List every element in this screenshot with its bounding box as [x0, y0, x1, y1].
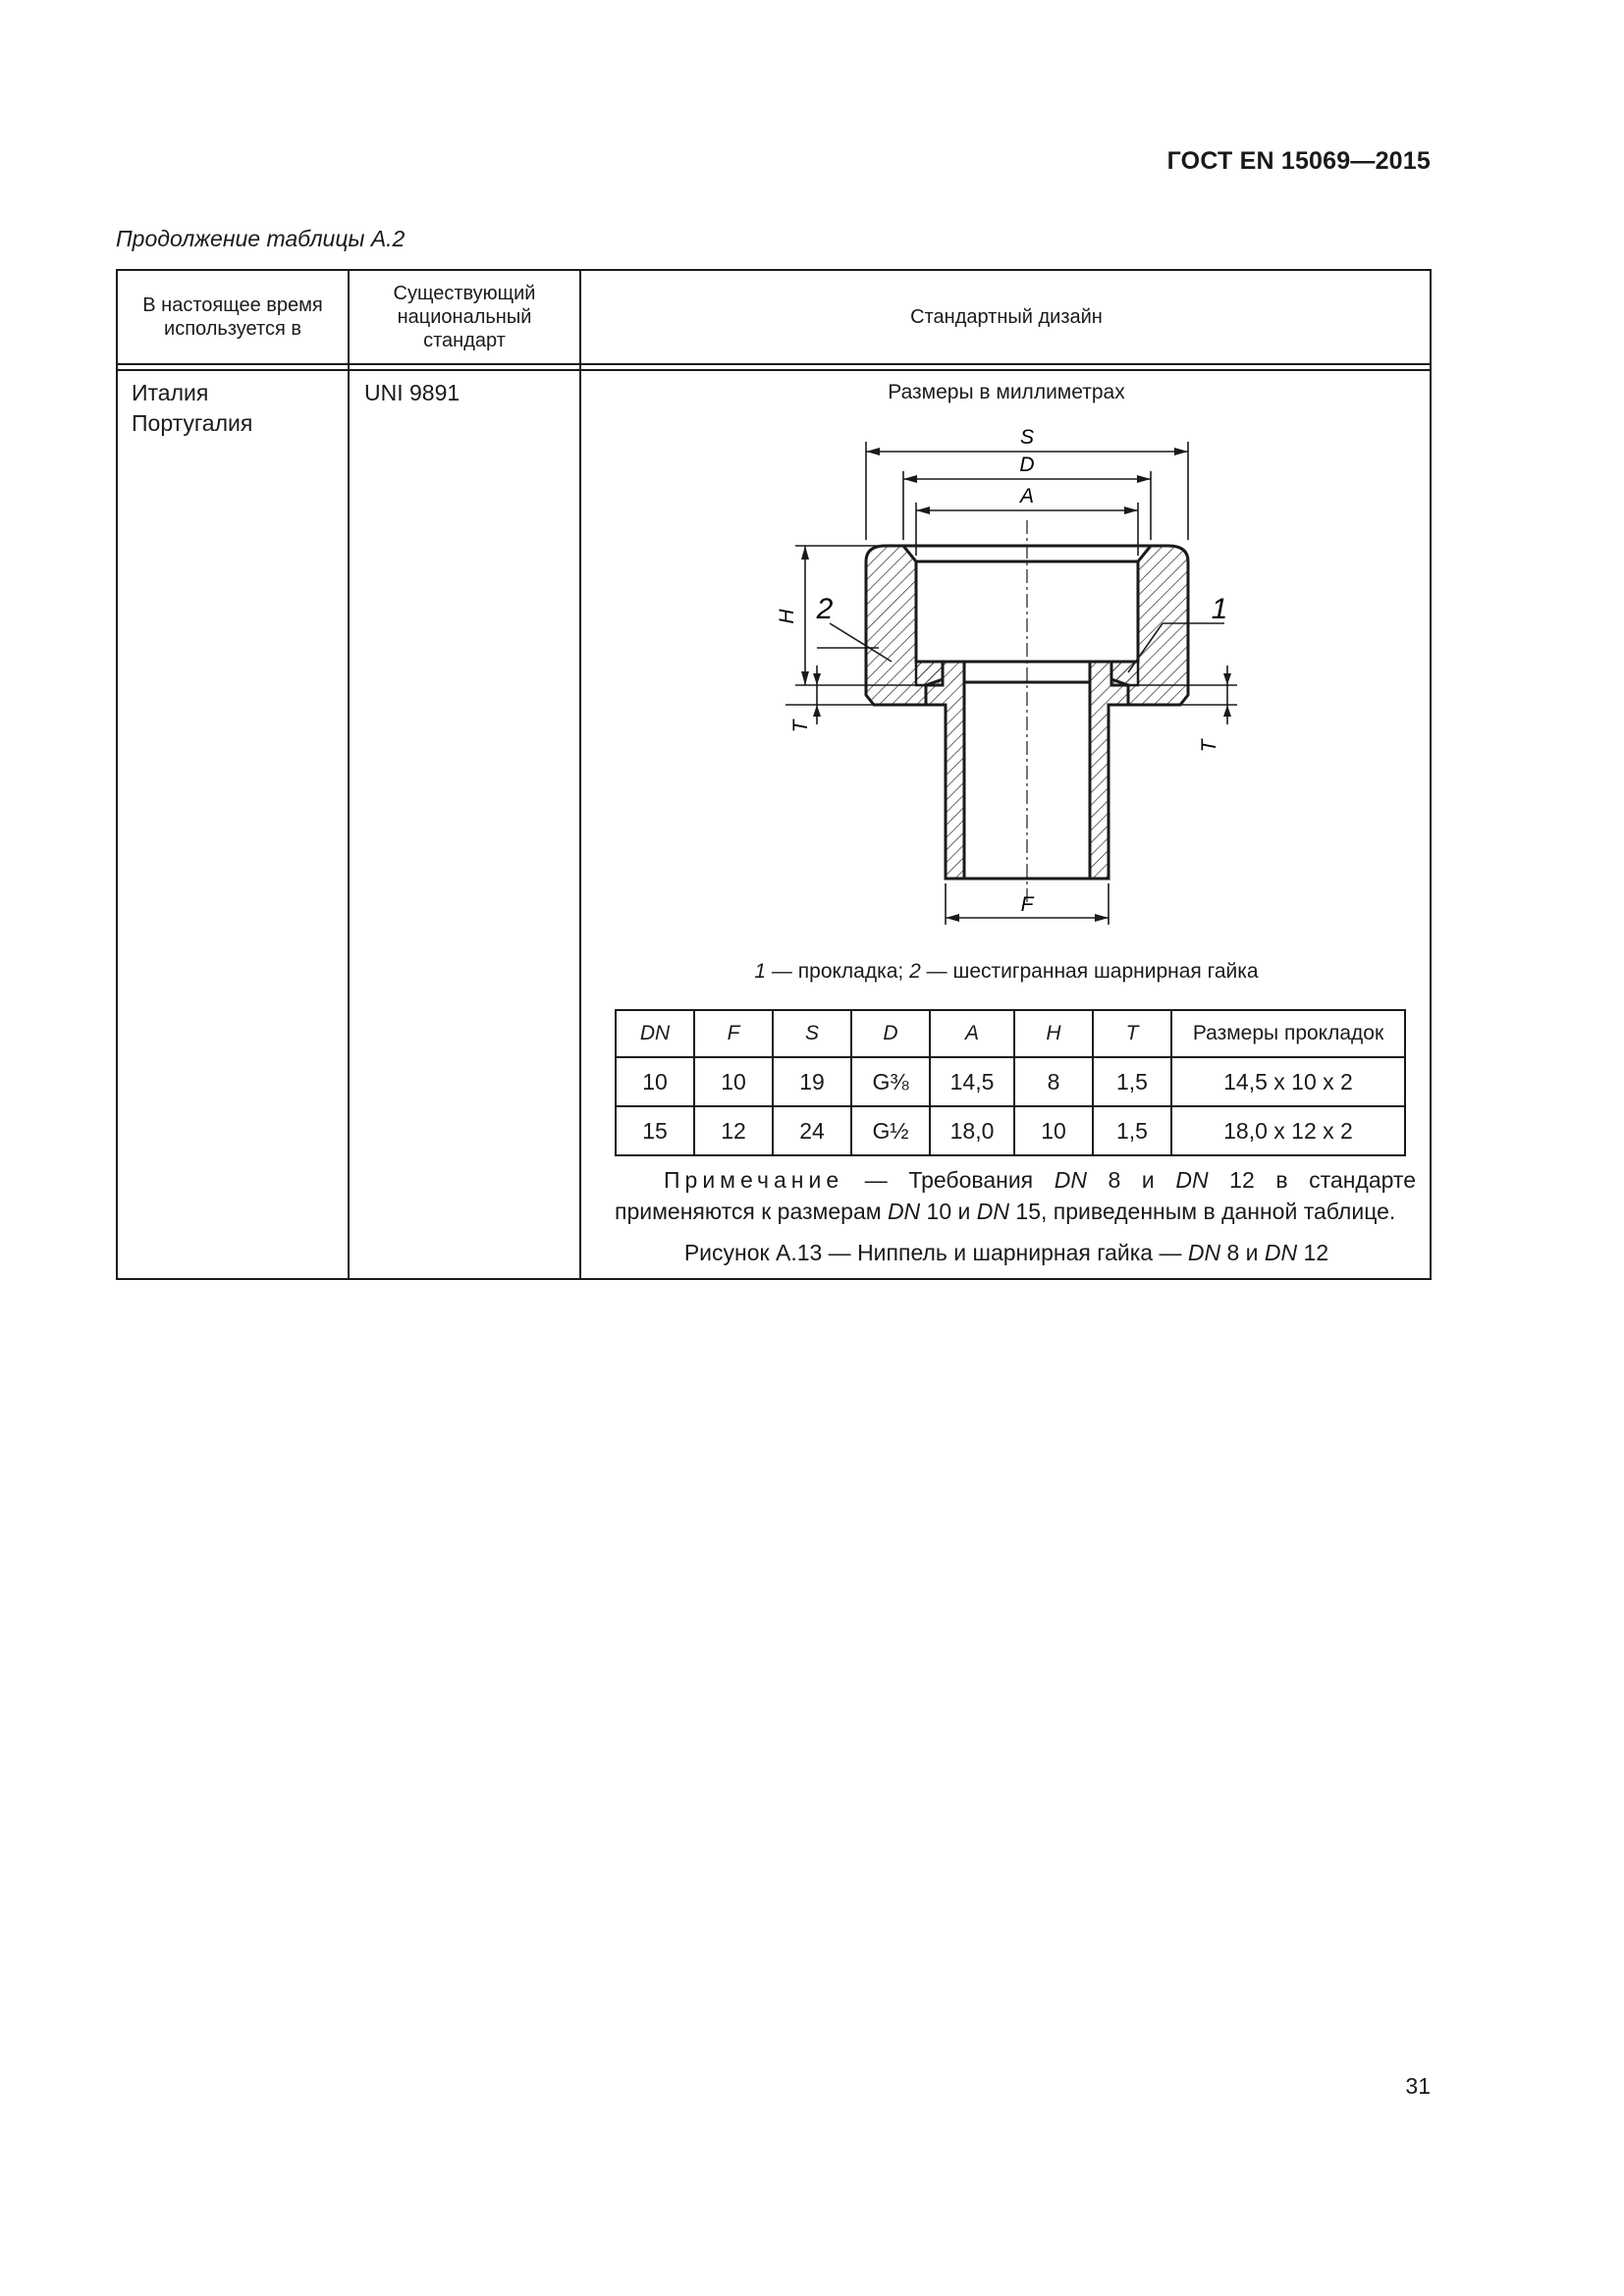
dimensions-table — [615, 1009, 1406, 1156]
note-dn: DN — [887, 1199, 921, 1224]
nipple-nut-drawing — [746, 412, 1257, 942]
th-s: S — [773, 1010, 851, 1057]
note-text: 15, приведенным в данной таблице. — [1009, 1199, 1396, 1224]
th-d: D — [851, 1010, 930, 1057]
dimensions-table-header — [616, 1010, 1405, 1057]
cell: 14,5 — [930, 1057, 1014, 1106]
column-divider — [348, 269, 350, 1280]
note-text: 8 и — [1086, 1167, 1176, 1193]
document-standard-header: ГОСТ EN 15069—2015 — [1166, 147, 1431, 175]
label-D: D — [1019, 454, 1035, 476]
cell: 10 — [694, 1057, 773, 1106]
cell: 18,0 — [930, 1106, 1014, 1155]
label-S: S — [1019, 426, 1035, 449]
label-callout-2: 2 — [816, 593, 834, 625]
figure-caption — [581, 1240, 1432, 1266]
cell: 1,5 — [1093, 1106, 1171, 1155]
caption-dn: DN — [1264, 1240, 1298, 1265]
label-F: F — [1020, 893, 1034, 916]
header-divider — [116, 363, 1432, 365]
cell: 10 — [1014, 1106, 1093, 1155]
note-text: 10 и — [920, 1199, 977, 1224]
label-T-right: T — [1198, 739, 1220, 753]
cell: 8 — [1014, 1057, 1093, 1106]
country-portugal: Португалия — [132, 410, 253, 436]
dimensions-caption: Размеры в миллиметрах — [888, 381, 1125, 403]
th-f: F — [694, 1010, 773, 1057]
country-italy: Италия — [132, 380, 209, 405]
label-T-left: T — [789, 720, 812, 733]
th-dn: DN — [616, 1010, 694, 1057]
table-row — [616, 1106, 1405, 1155]
header-col-national-standard: Существующий национальный стандарт — [393, 283, 536, 351]
cell: G½ — [851, 1106, 930, 1155]
note-text: — Требования — [843, 1167, 1055, 1193]
cell: 12 — [694, 1106, 773, 1155]
legend-gasket: — прокладка; — [766, 960, 910, 983]
column-divider — [579, 269, 581, 1280]
cell: 10 — [616, 1057, 694, 1106]
header-divider — [116, 369, 1432, 371]
cell: 19 — [773, 1057, 851, 1106]
legend-nut: — шестигранная шарнирная гайка — [920, 960, 1259, 983]
cell: 15 — [616, 1106, 694, 1155]
th-a: A — [930, 1010, 1014, 1057]
cell: 24 — [773, 1106, 851, 1155]
table-row — [616, 1057, 1405, 1106]
note-text: 12 в стандарте применяются к размерам — [615, 1167, 1416, 1224]
table-note — [615, 1164, 1416, 1227]
label-A: A — [1019, 485, 1035, 507]
caption-text: 12 — [1297, 1240, 1329, 1265]
cell: 1,5 — [1093, 1057, 1171, 1106]
th-t: T — [1093, 1010, 1171, 1057]
cell: G⅜ — [851, 1057, 930, 1106]
table-continuation-label: Продолжение таблицы А.2 — [116, 226, 406, 251]
national-standard-value: UNI 9891 — [364, 380, 460, 405]
caption-text: Рисунок А.13 — Ниппель и шарнирная гайка — — [683, 1240, 1188, 1265]
label-H: H — [776, 609, 798, 624]
th-h: H — [1014, 1010, 1093, 1057]
page-number: 31 — [1405, 2073, 1431, 2099]
legend-num-2: 2 — [909, 960, 921, 983]
note-dn: DN — [1054, 1167, 1087, 1193]
caption-text: 8 и — [1220, 1240, 1265, 1265]
legend-num-1: 1 — [754, 960, 767, 983]
caption-dn: DN — [1187, 1240, 1221, 1265]
country-list — [132, 378, 252, 439]
header-col-used-in: В настоящее время используется в — [142, 294, 323, 340]
figure-legend — [581, 960, 1432, 984]
cell: 14,5 x 10 x 2 — [1171, 1057, 1405, 1106]
header-col-standard-design: Стандартный дизайн — [910, 306, 1103, 328]
note-dn: DN — [1175, 1167, 1209, 1193]
note-label: Примечание — [664, 1167, 844, 1193]
cell: 18,0 x 12 x 2 — [1171, 1106, 1405, 1155]
note-dn: DN — [976, 1199, 1010, 1224]
label-callout-1: 1 — [1211, 593, 1228, 625]
th-gasket-dims: Размеры прокладок — [1171, 1010, 1405, 1057]
